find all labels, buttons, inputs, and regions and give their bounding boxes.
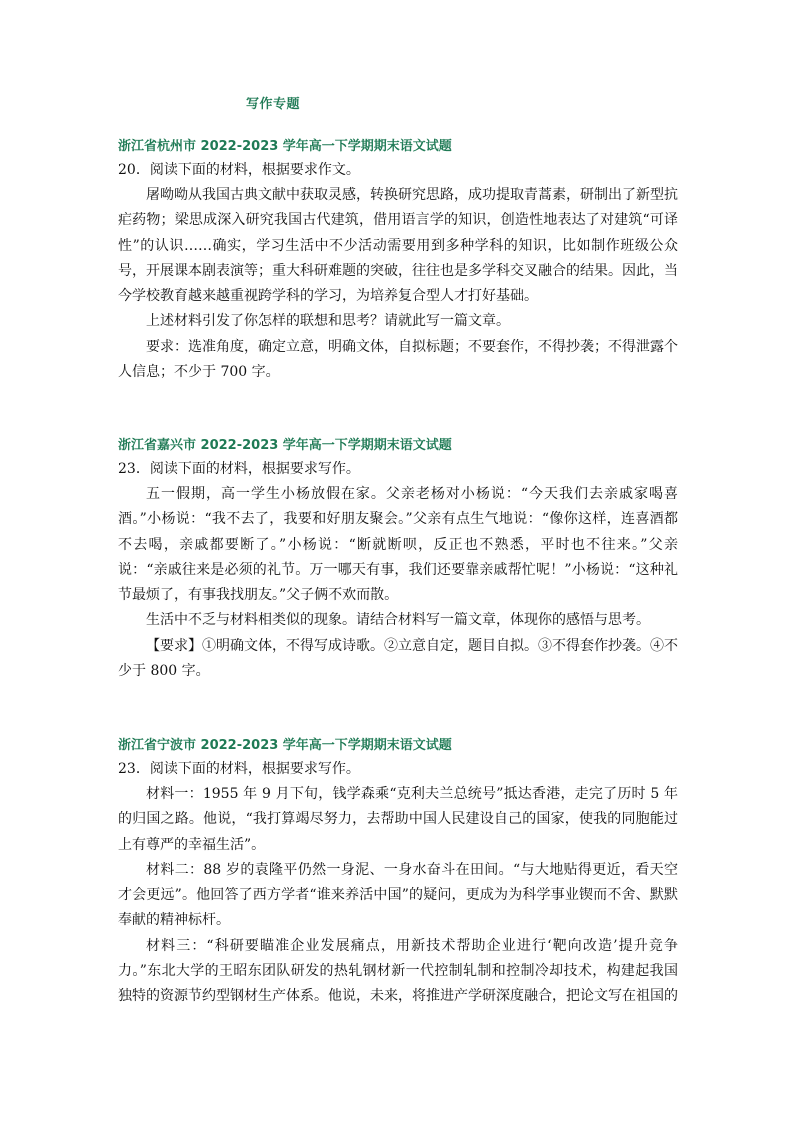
material-paragraph-3: 材料三：“科研要瞄准企业发展痛点，用新技术帮助企业进行‘靶向改造’提升竞争力。”东北大学的王昭东团队研发的热轧钢材新一代控制轧制和控制冷却技术，构建起我国独特的资源节约型钢材生产体系。他说，未来，将推进产学研深度融合，把论文写在祖国的 (118, 937, 678, 1005)
task-paragraph: 上述材料引发了你怎样的联想和思考？请就此写一篇文章。 (146, 313, 510, 330)
material-paragraph-2: 材料二：88 岁的袁隆平仍然一身泥、一身水奋斗在田间。“与大地贴得更近，看天空才会更远”。他回答了西方学者“谁来养活中国”的疑问，更成为为科学事业锲而不舍、默默奉献的精神标杆。 (118, 861, 678, 929)
question-prompt: 20．阅读下面的材料，根据要求作文。 (118, 162, 360, 178)
material-paragraph: 屠呦呦从我国古典文献中获取灵感，转换研究思路，成功提取青蒿素，研制出了新型抗疟药物；梁思成深入研究我国古代建筑，借用语言学的知识，创造性地表达了对建筑“可译性”的认识……确实，学习生活中不少活动需要用到多种学科的知识，比如制作班级公众号，开展课本剧表演等；重大科研难题的突破，往往也是多学科交叉融合的结果。因此，当今学校教育越来越重视跨学科的学习，为培养复合型人才打好基础。 (118, 187, 678, 305)
section-hangzhou (118, 137, 678, 385)
material-paragraph-1: 材料一：1955 年 9 月下旬，钱学森乘“克利夫兰总统号”抵达香港，走完了历时 5 年的归国之路。他说，“我打算竭尽努力，去帮助中国人民建设自己的国家，使我的同胞能过上有尊严的幸福生活”。 (118, 786, 678, 853)
material-paragraph: 五一假期，高一学生小杨放假在家。父亲老杨对小杨说：“今天我们去亲戚家喝喜酒。”小杨说：“我不去了，我要和好朋友聚会。”父亲有点生气地说：“像你这样，连喜酒都不去喝，亲戚都要断了。”小杨说：“断就断呗，反正也不熟悉，平时也不往来。”父亲说：“亲戚往来是必须的礼节。万一哪天有事，我们还要靠亲戚帮忙呢！”小杨说：“这种礼节最烦了，有事我找朋友。”父子俩不欢而散。 (118, 486, 678, 604)
task-paragraph: 生活中不乏与材料相类似的现象。请结合材料写一篇文章，体现你的感悟与思考。 (146, 612, 650, 629)
requirements-paragraph: 【要求】①明确文体，不得写成诗歌。②立意自定，题目自拟。③不得套作抄袭。④不少于 800 字。 (118, 637, 678, 680)
page-title: 写作专题 (246, 97, 301, 112)
question-prompt: 23．阅读下面的材料，根据要求写作。 (118, 761, 360, 777)
section-ningbo (118, 736, 678, 1010)
section-title: 浙江省嘉兴市 2022-2023 学年高一下学期期末语文试题 (118, 438, 452, 453)
section-title: 浙江省宁波市 2022-2023 学年高一下学期期末语文试题 (118, 738, 452, 753)
requirements-paragraph: 要求：选准角度，确定立意，明确文体，自拟标题；不要套作，不得抄袭；不得泄露个人信息；不少于 700 字。 (118, 338, 678, 381)
question-prompt: 23．阅读下面的材料，根据要求写作。 (118, 461, 360, 477)
section-title: 浙江省杭州市 2022-2023 学年高一下学期期末语文试题 (118, 139, 452, 154)
section-jiaxing (118, 436, 678, 684)
